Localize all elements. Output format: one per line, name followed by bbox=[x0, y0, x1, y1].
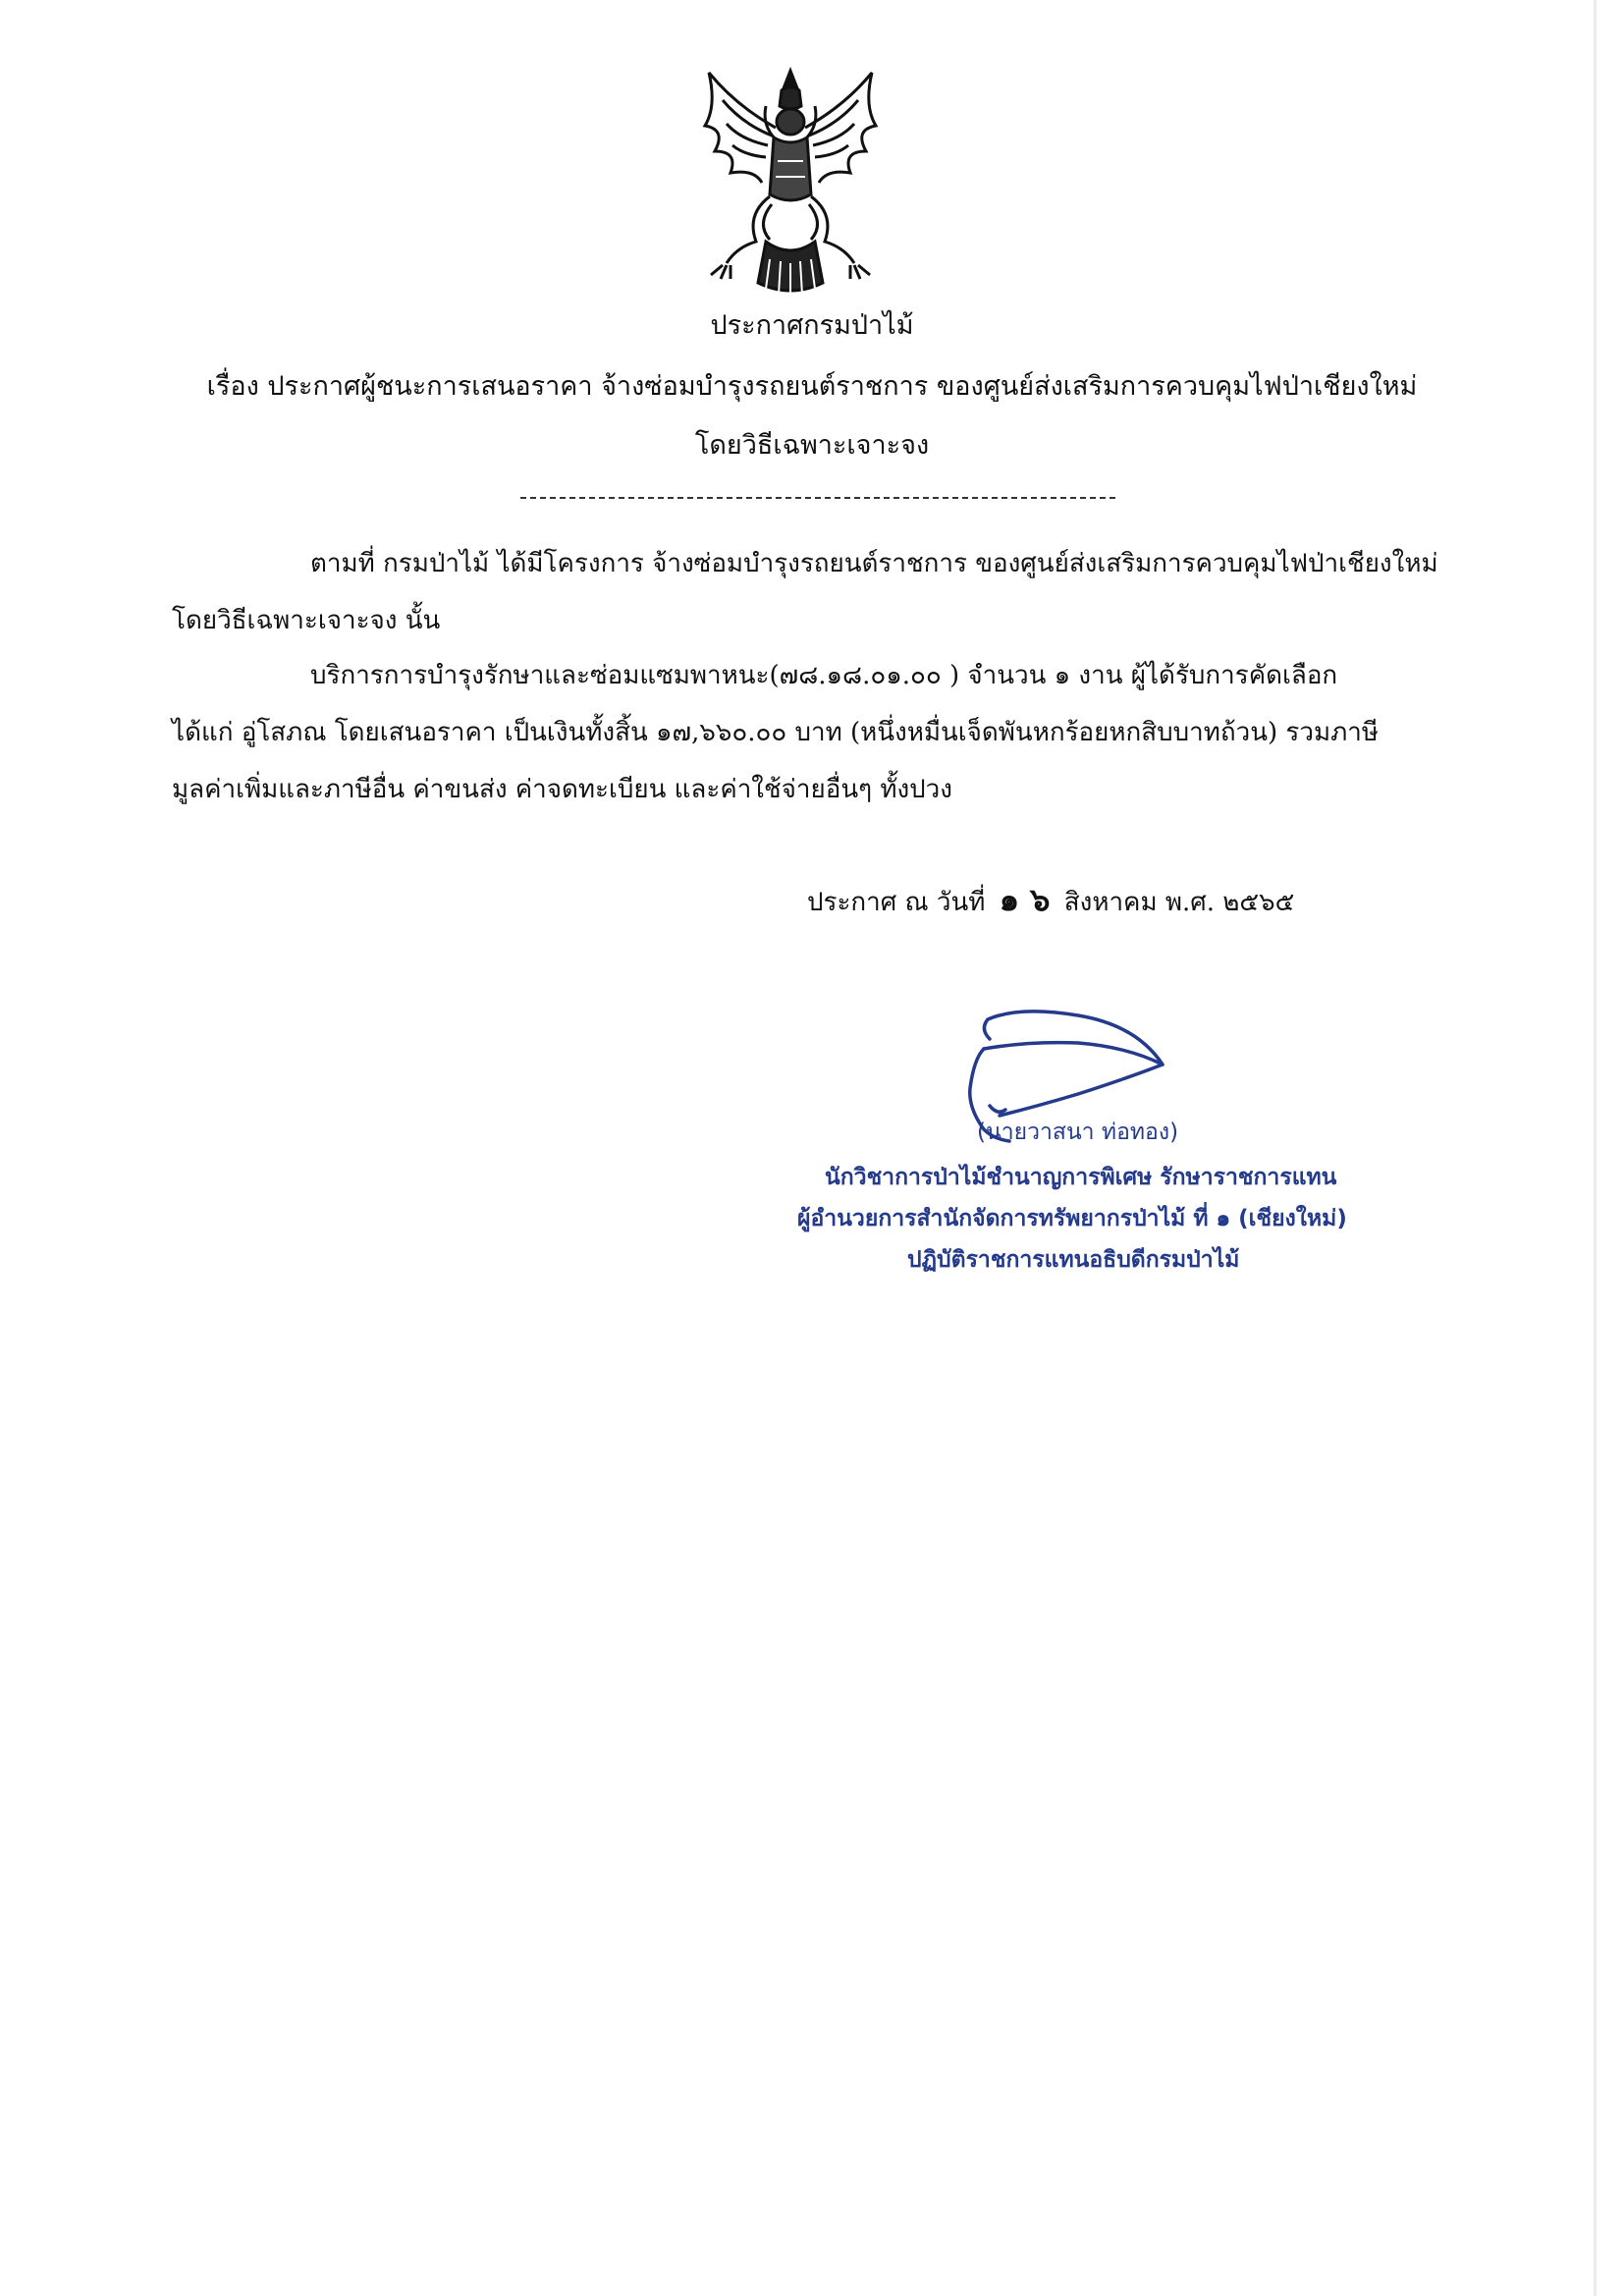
signer-position-line-3: ปฏิบัติราชการแทนอธิบดีกรมป่าไม้ bbox=[907, 1247, 1240, 1273]
signer-name: (นายวาสนา ท่อทอง) bbox=[977, 1120, 1179, 1145]
dashed-divider bbox=[520, 497, 1115, 499]
paragraph-2-line-3: มูลค่าเพิ่มและภาษีอื่น ค่าขนส่ง ค่าจดทะเบียน และค่าใช้จ่ายอื่นๆ ทั้งปวง bbox=[172, 775, 952, 804]
date-day: ๑ ๖ bbox=[999, 881, 1051, 918]
paragraph-1-line-1: ตามที่ กรมป่าไม้ ได้มีโครงการ จ้างซ่อมบำรุงรถยนต์ราชการ ของศูนย์ส่งเสริมการควบคุมไฟป่าเชียงใหม่ bbox=[310, 549, 1438, 578]
document-subject: เรื่อง ประกาศผู้ชนะการเสนอราคา จ้างซ่อมบำรุงรถยนต์ราชการ ของศูนย์ส่งเสริมการควบคุมไฟป่าเชียงใหม่ bbox=[206, 371, 1418, 402]
document-subject-line2: โดยวิธีเฉพาะเจาะจง bbox=[694, 430, 930, 461]
paragraph-2-line-2: ได้แก่ อู่โสภณ โดยเสนอราคา เป็นเงินทั้งสิ้น ๑๗,๖๖๐.๐๐ บาท (หนึ่งหมื่นเจ็ดพันหกร้อยหกสิบบาทถ้วน) รวมภาษี bbox=[172, 718, 1379, 747]
garuda-emblem-icon bbox=[697, 67, 884, 304]
paragraph-2-line-1: บริการการบำรุงรักษาและซ่อมแซมพาหนะ(๗๘.๑๘.๐๑.๐๐ ) จำนวน ๑ งาน ผู้ได้รับการคัดเลือก bbox=[310, 661, 1338, 690]
signer-position-line-1: นักวิชาการป่าไม้ชำนาญการพิเศษ รักษาราชการแทน bbox=[825, 1165, 1337, 1190]
signer-position-line-2: ผู้อำนวยการสำนักจัดการทรัพยากรป่าไม้ ที่ ๑ (เชียงใหม่) bbox=[797, 1206, 1347, 1231]
document-title: ประกาศกรมป่าไม้ bbox=[710, 310, 914, 341]
date-prefix: ประกาศ ณ วันที่ bbox=[807, 888, 986, 917]
announcement-date bbox=[807, 880, 1294, 922]
paragraph-1-line-2: โดยวิธีเฉพาะเจาะจง นั้น bbox=[172, 606, 441, 635]
date-suffix: สิงหาคม พ.ศ. ๒๕๖๕ bbox=[1063, 888, 1295, 917]
